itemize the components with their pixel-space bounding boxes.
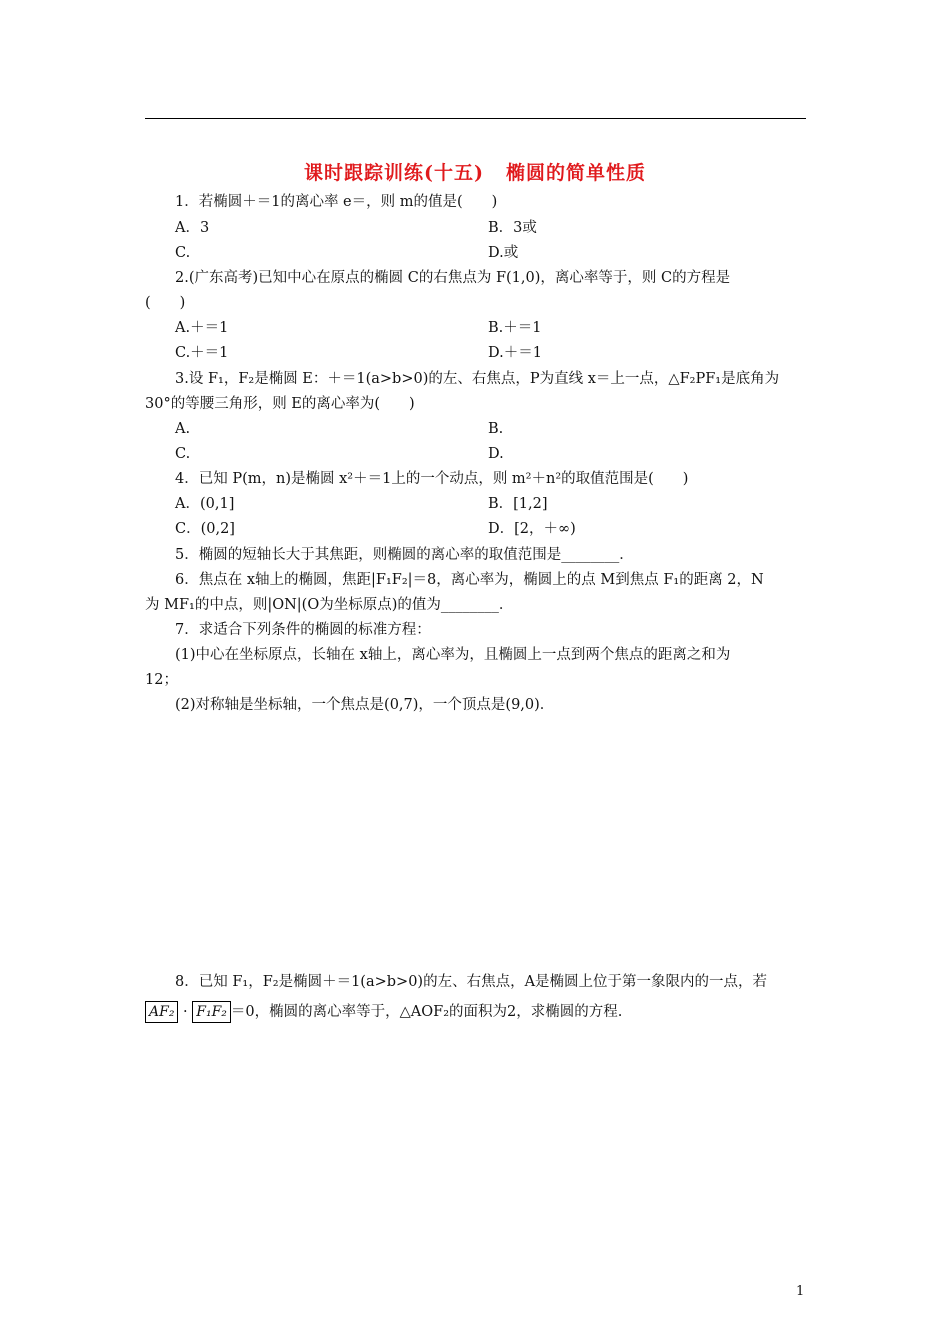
q1-option-b: B．3或 xyxy=(488,220,537,236)
q3-option-a: A. xyxy=(175,421,191,437)
q1-option-d: D.或 xyxy=(488,245,519,261)
q3-option-c: C. xyxy=(175,446,191,462)
q7-part2: (2)对称轴是坐标轴，一个焦点是(0,7)，一个顶点是(9,0)． xyxy=(175,697,555,713)
vector-f1f2: F₁F₂ xyxy=(192,1001,231,1023)
q7-stem: 7．求适合下列条件的椭圆的标准方程： xyxy=(175,622,431,638)
q2-option-a: A.＋＝1 xyxy=(175,320,229,336)
q4-option-d: D．[2，＋∞) xyxy=(488,521,576,537)
q8-line2: ＝0，椭圆的离心率等于，△AOF₂的面积为2，求椭圆的方程. xyxy=(230,1004,623,1020)
q4-stem: 4．已知 P(m，n)是椭圆 x²＋＝1上的一个动点，则 m²＋n²的取值范围是( ) xyxy=(175,471,689,487)
q3-option-b: B. xyxy=(488,421,504,437)
q6-line2: 为 MF₁的中点，则|ON|(O为坐标原点)的值为________． xyxy=(145,597,514,613)
q3-stem: 3.设 F₁，F₂是椭圆 E：＋＝1(a>b>0)的左、右焦点，P为直线 x＝上一点，△F₂PF₁是底角为 xyxy=(175,371,780,387)
q1-stem: 1．若椭圆＋＝1的离心率 e＝，则 m的值是( ) xyxy=(175,194,498,210)
q7-part1: (1)中心在坐标原点，长轴在 x轴上，离心率为，且椭圆上一点到两个焦点的距离之和为 xyxy=(175,647,731,663)
q4-option-c: C．(0,2] xyxy=(175,521,235,537)
q8-line2-wrap xyxy=(145,1001,622,1023)
q7-part1-cont: 12； xyxy=(145,672,178,688)
q1-option-c: C. xyxy=(175,245,191,261)
q4-option-b: B．[1,2] xyxy=(488,496,548,512)
q5-stem: 5．椭圆的短轴长大于其焦距，则椭圆的离心率的取值范围是________． xyxy=(175,547,634,563)
page-number: 1 xyxy=(796,1284,805,1299)
q2-option-c: C.＋＝1 xyxy=(175,345,229,361)
q2-stem: 2.(广东高考)已知中心在原点的椭圆 C的右焦点为 F(1,0)，离心率等于，则 C的方程是 xyxy=(175,270,731,286)
dot-operator: · xyxy=(183,1004,188,1020)
q2-option-d: D.＋＝1 xyxy=(488,345,542,361)
page-title xyxy=(0,158,950,185)
vector-af2: AF₂ xyxy=(145,1001,178,1023)
q3-stem-cont: 30°的等腰三角形，则 E的离心率为( ) xyxy=(145,396,415,412)
q2-option-b: B.＋＝1 xyxy=(488,320,542,336)
q4-option-a: A．(0,1] xyxy=(175,496,235,512)
title-part-b: 椭圆的简单性质 xyxy=(505,162,646,184)
q3-option-d: D. xyxy=(488,446,504,462)
q2-stem-cont: ( ) xyxy=(145,295,186,311)
header-rule xyxy=(145,118,806,119)
q6-line1: 6．焦点在 x轴上的椭圆，焦距|F₁F₂|＝8，离心率为，椭圆上的点 M到焦点 F₁的距离 2，N xyxy=(175,572,764,588)
q1-option-a: A．3 xyxy=(175,220,210,236)
q8-line1: 8．已知 F₁，F₂是椭圆＋＝1(a>b>0)的左、右焦点，A是椭圆上位于第一象限内的一点，若 xyxy=(175,974,768,990)
title-part-a: 课时跟踪训练(十五) xyxy=(304,162,484,184)
